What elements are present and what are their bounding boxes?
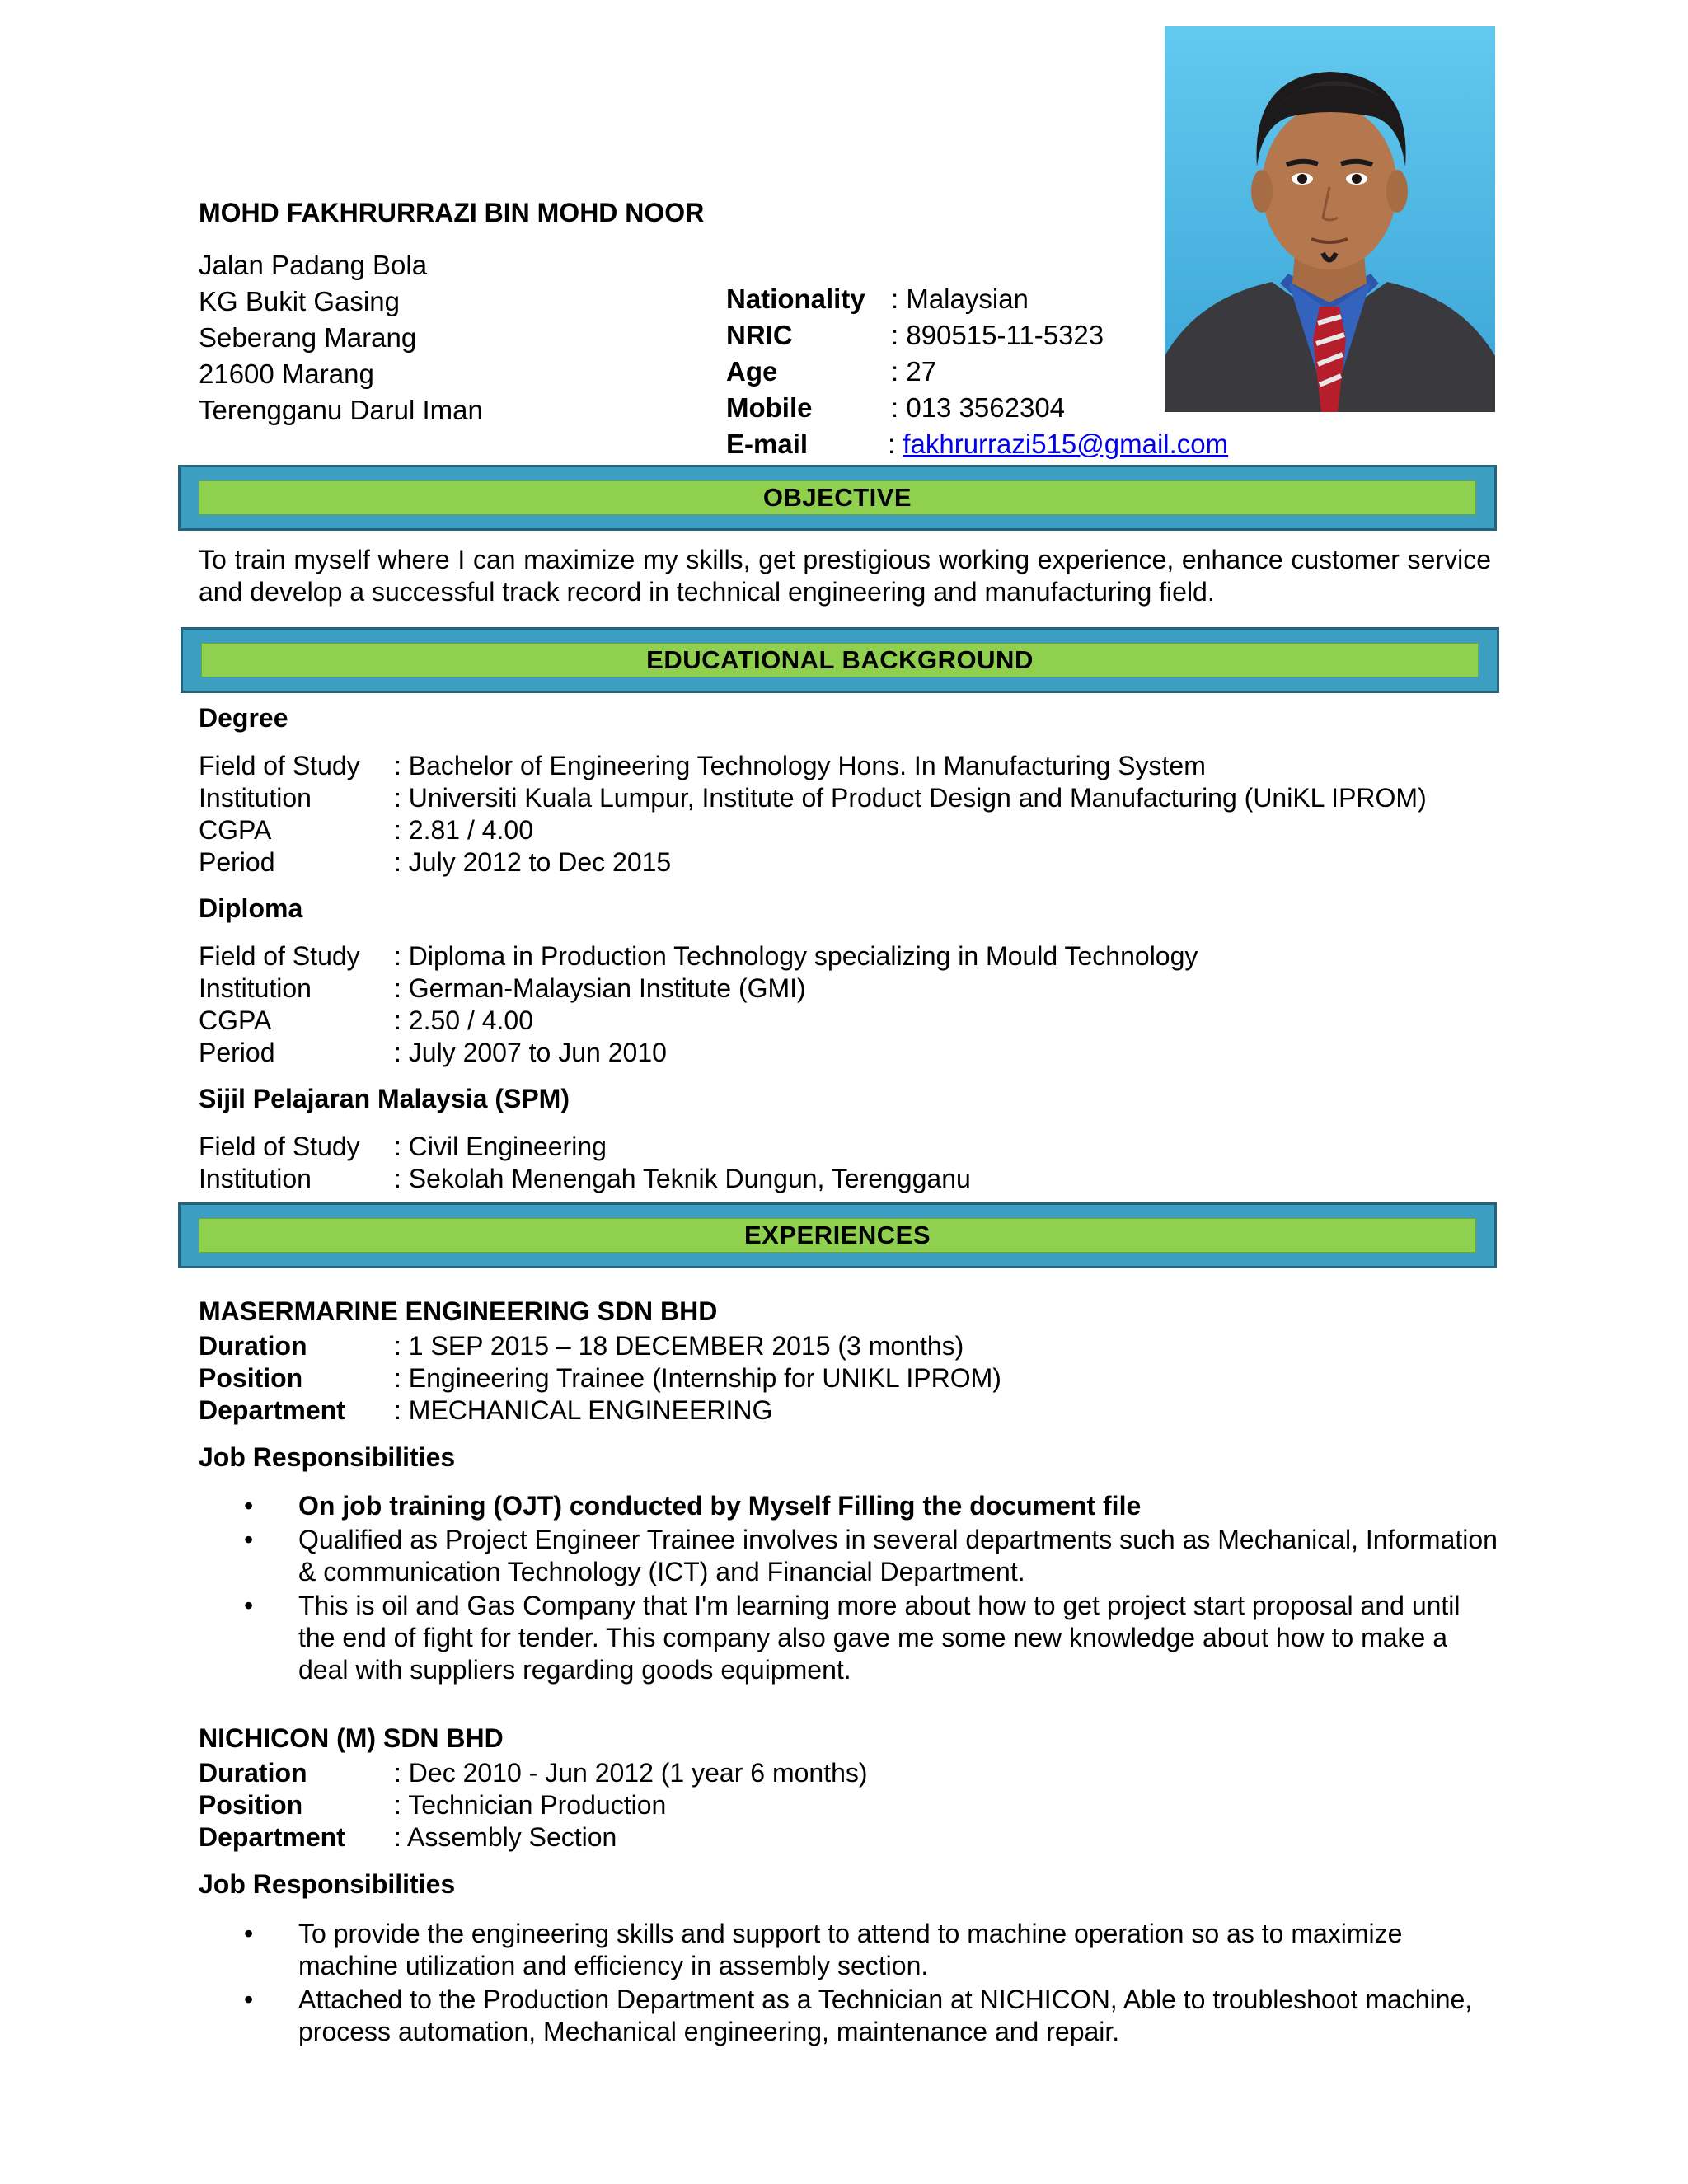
duration-value: : 1 SEP 2015 – 18 DECEMBER 2015 (3 months) (394, 1331, 964, 1361)
personal-details (726, 281, 1228, 462)
email-label: E-mail (726, 429, 809, 459)
mobile-value: : 013 3562304 (891, 392, 1066, 423)
institution-label: Institution (199, 1164, 312, 1193)
job-responsibilities-heading: Job Responsibilities (199, 1869, 456, 1899)
profile-photo (1165, 26, 1495, 412)
bullet-icon: • (244, 1919, 254, 1948)
nric-row (726, 317, 1228, 354)
diploma-details (199, 940, 1198, 1069)
nric-label: NRIC (726, 320, 793, 350)
mobile-row (726, 390, 1228, 426)
address-line: Jalan Padang Bola (199, 250, 428, 280)
company-name: NICHICON (M) SDN BHD (199, 1723, 504, 1753)
email-row (726, 426, 1228, 462)
objective-banner (178, 465, 1497, 531)
institution-value: : Universiti Kuala Lumpur, Institute of Product Design and Manufacturing (UniKL IPROM) (394, 783, 1427, 813)
field-value: : Civil Engineering (394, 1132, 607, 1161)
period-value: : July 2007 to Jun 2010 (394, 1038, 667, 1067)
responsibilities-list (199, 1490, 1501, 1688)
list-item (199, 1984, 1501, 2048)
bullet-icon: • (244, 1491, 254, 1521)
institution-label: Institution (199, 783, 312, 813)
address-line: Seberang Marang (199, 322, 417, 353)
field-value: : Bachelor of Engineering Technology Hons. In Manufacturing System (394, 751, 1206, 780)
spm-details (199, 1131, 971, 1195)
list-item-text: Qualified as Project Engineer Trainee involves in several departments such as Mechanical, Information & communication Technology (ICT) and Financial Department. (298, 1525, 1498, 1586)
list-item (199, 1524, 1501, 1588)
address-line: Terengganu Darul Iman (199, 395, 483, 425)
degree-details (199, 750, 1427, 879)
bullet-icon: • (244, 1525, 254, 1554)
portrait-illustration (1165, 26, 1495, 412)
education-heading: EDUCATIONAL BACKGROUND (201, 643, 1479, 677)
education-banner (181, 627, 1499, 693)
list-item (199, 1590, 1501, 1686)
position-label: Position (199, 1363, 303, 1393)
institution-value: : Sekolah Menengah Teknik Dungun, Terengganu (394, 1164, 971, 1193)
list-item (199, 1918, 1501, 1982)
age-value: : 27 (891, 356, 937, 387)
list-item-text: To provide the engineering skills and support to attend to machine operation so as to maximize machine utilization and efficiency in assembly section. (298, 1919, 1403, 1980)
experiences-heading: EXPERIENCES (199, 1218, 1476, 1253)
email-sep: : fakhrurrazi515@gmail.com (888, 429, 1229, 459)
diploma-heading: Diploma (199, 893, 303, 923)
period-label: Period (199, 847, 275, 877)
institution-label: Institution (199, 973, 312, 1003)
period-label: Period (199, 1038, 275, 1067)
cgpa-value: : 2.81 / 4.00 (394, 815, 534, 845)
nationality-value: : Malaysian (891, 284, 1029, 314)
company-name: MASERMARINE ENGINEERING SDN BHD (199, 1296, 718, 1326)
position-value: : Technician Production (394, 1790, 667, 1820)
field-label: Field of Study (199, 751, 360, 780)
list-item-text: On job training (OJT) conducted by Myself Filling the document file (298, 1491, 1142, 1521)
nric-value: : 890515-11-5323 (891, 320, 1104, 350)
field-label: Field of Study (199, 941, 360, 971)
age-row (726, 354, 1228, 390)
list-item-text: Attached to the Production Department as a Technician at NICHICON, Able to troubleshoot machine, process automation, Mechanical engineering, maintenance and repair. (298, 1985, 1473, 2046)
degree-heading: Degree (199, 703, 288, 733)
address-line: KG Bukit Gasing (199, 286, 400, 316)
list-item-text: This is oil and Gas Company that I'm learning more about how to get project start proposal and until the end of fight for tender. This company also gave me some new knowledge about how to make a deal with suppliers regarding goods equipment. (298, 1591, 1461, 1685)
department-label: Department (199, 1395, 345, 1425)
nationality-label: Nationality (726, 284, 865, 314)
institution-value: : German-Malaysian Institute (GMI) (394, 973, 806, 1003)
cgpa-label: CGPA (199, 815, 272, 845)
department-value: : MECHANICAL ENGINEERING (394, 1395, 773, 1425)
duration-label: Duration (199, 1331, 307, 1361)
cgpa-label: CGPA (199, 1005, 272, 1035)
mobile-label: Mobile (726, 392, 813, 423)
address-line: 21600 Marang (199, 359, 374, 389)
department-label: Department (199, 1822, 345, 1852)
age-label: Age (726, 356, 778, 387)
job-details (199, 1757, 868, 1854)
address-block (199, 247, 483, 429)
field-label: Field of Study (199, 1132, 360, 1161)
objective-text: To train myself where I can maximize my skills, get prestigious working experience, enhance customer service and develop a successful track record in technical engineering and manufacturing field. (199, 545, 1491, 607)
candidate-name: MOHD FAKHRURRAZI BIN MOHD NOOR (199, 198, 705, 227)
duration-label: Duration (199, 1758, 307, 1788)
objective-heading: OBJECTIVE (199, 480, 1476, 515)
position-value: : Engineering Trainee (Internship for UNIKL IPROM) (394, 1363, 1001, 1393)
bullet-icon: • (244, 1985, 254, 2014)
spm-heading: Sijil Pelajaran Malaysia (SPM) (199, 1084, 570, 1113)
department-value: : Assembly Section (394, 1822, 617, 1852)
position-label: Position (199, 1790, 303, 1820)
duration-value: : Dec 2010 - Jun 2012 (1 year 6 months) (394, 1758, 868, 1788)
email-link[interactable]: fakhrurrazi515@gmail.com (903, 429, 1229, 459)
list-item (199, 1490, 1501, 1522)
cgpa-value: : 2.50 / 4.00 (394, 1005, 534, 1035)
period-value: : July 2012 to Dec 2015 (394, 847, 672, 877)
job-responsibilities-heading: Job Responsibilities (199, 1442, 456, 1472)
bullet-icon: • (244, 1591, 254, 1620)
job-details (199, 1330, 1001, 1427)
nationality-row (726, 281, 1228, 317)
responsibilities-list (199, 1918, 1501, 2050)
field-value: : Diploma in Production Technology specializing in Mould Technology (394, 941, 1198, 971)
experiences-banner (178, 1202, 1497, 1268)
